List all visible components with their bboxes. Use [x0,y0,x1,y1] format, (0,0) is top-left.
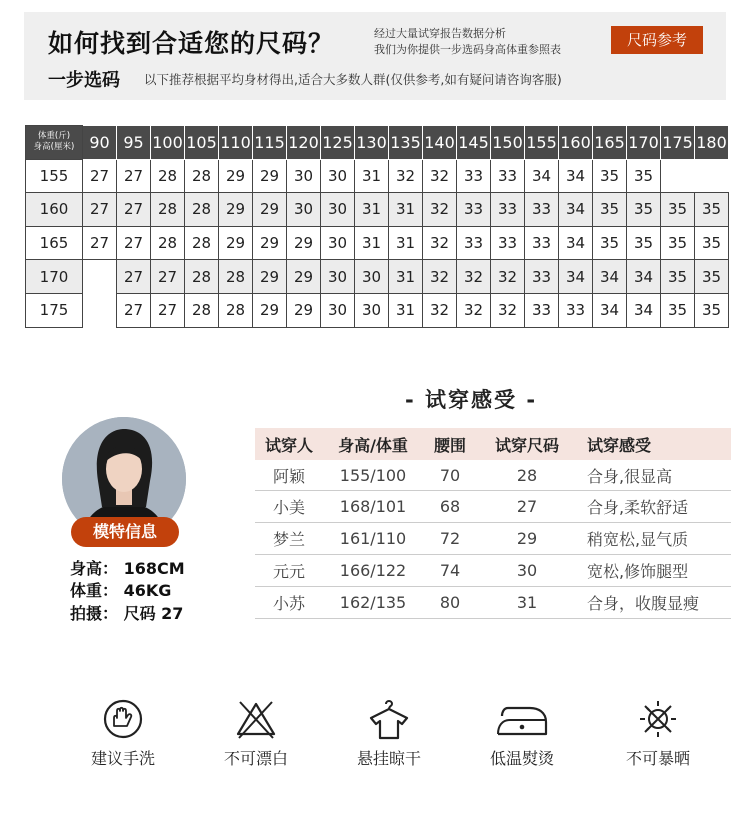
size-chart-corner [26,126,83,160]
column-header: 腰围 [433,435,466,455]
tester-height-weight: 162/135 [339,593,407,612]
size-cell: 35 [695,260,729,294]
size-cell: 31 [389,193,423,227]
height-header-cell: 165 [26,226,83,260]
weight-header-cell: 180 [695,126,729,160]
weight-header-cell: 135 [389,126,423,160]
weight-header-cell: 130 [355,126,389,160]
low-iron-icon [492,696,552,742]
size-cell: 33 [525,193,559,227]
size-cell: 29 [287,293,321,327]
size-cell: 29 [287,226,321,260]
height-header-cell: 155 [26,159,83,193]
size-cell: 29 [253,226,287,260]
size-cell: 28 [185,260,219,294]
size-cell: 31 [355,193,389,227]
size-cell: 33 [559,293,593,327]
size-cell: 30 [321,226,355,260]
size-cell: 31 [389,226,423,260]
size-cell: 29 [253,293,287,327]
care-no-sun [603,696,713,776]
size-cell: 32 [423,293,457,327]
size-cell: 35 [695,293,729,327]
no-sun-icon [635,696,681,742]
size-chart-header-row [26,126,729,160]
size-cell: 35 [627,193,661,227]
tester-waist: 70 [439,465,461,485]
tester-size: 30 [516,561,538,580]
weight-header-cell: 125 [321,126,355,160]
tester-name: 梦兰 [272,530,305,549]
size-cell: 29 [219,193,253,227]
size-cell: 33 [525,293,559,327]
care-label: 悬挂晾干 [356,749,421,768]
tester-feedback: 合身,很显高 [587,466,673,486]
table-row [255,587,731,619]
size-cell: 32 [457,293,491,327]
weight-header-cell: 140 [423,126,457,160]
tester-feedback: 稍宽松,显气质 [587,530,689,549]
size-cell: 32 [423,226,457,260]
tester-height-weight: 168/101 [339,497,407,516]
header-note: 以下推荐根据平均身材得出,适合大多数人群(仅供参考,如有疑问请咨询客服) [144,72,562,87]
size-cell: 27 [151,293,185,327]
size-cell: 34 [525,159,559,193]
size-cell: 32 [491,293,525,327]
size-cell [661,159,695,193]
size-cell: 30 [355,260,389,294]
size-cell: 32 [491,260,525,294]
size-cell: 32 [423,159,457,193]
size-cell: 32 [423,193,457,227]
model-weight: 体重： 46KG [70,581,172,600]
size-cell: 33 [491,193,525,227]
tester-size: 31 [516,593,538,612]
size-cell: 28 [185,193,219,227]
tester-feedback: 合身,柔软舒适 [587,498,689,517]
size-cell: 28 [185,159,219,193]
size-cell: 29 [287,260,321,294]
height-header-cell: 160 [26,193,83,227]
table-row [255,491,731,523]
size-cell: 27 [117,260,151,294]
size-chart-row [26,193,729,227]
weight-header-cell: 115 [253,126,287,160]
care-label: 建议手洗 [90,749,155,768]
tester-waist: 68 [439,497,461,516]
tester-feedback: 合身，收腹显瘦 [587,594,700,613]
tester-waist: 72 [439,529,461,548]
table-row [255,555,731,587]
weight-header-cell: 100 [151,126,185,160]
hang-dry-icon [366,696,412,742]
care-label: 不可漂白 [223,749,288,768]
height-header-cell: 175 [26,293,83,327]
fitting-table [255,428,731,619]
no-bleach-icon [233,696,279,742]
weight-header-cell: 155 [525,126,559,160]
tester-name: 小美 [272,498,305,517]
size-chart-row [26,226,729,260]
fitting-section-title: - 试穿感受 - [405,388,538,412]
weight-header-cell: 90 [83,126,117,160]
size-cell: 28 [151,226,185,260]
size-cell: 33 [457,159,491,193]
size-chart-row [26,159,729,193]
size-chart-table [25,125,729,328]
weight-header-cell: 145 [457,126,491,160]
model-height: 身高： 168CM [70,559,185,578]
size-cell: 30 [321,193,355,227]
weight-header-cell: 165 [593,126,627,160]
size-cell: 28 [219,293,253,327]
size-cell: 27 [117,226,151,260]
size-cell: 27 [83,226,117,260]
size-cell: 30 [321,159,355,193]
size-cell: 33 [457,193,491,227]
size-cell: 35 [593,226,627,260]
column-header: 试穿感受 [587,435,652,455]
weight-header-cell: 150 [491,126,525,160]
size-cell: 34 [559,260,593,294]
size-cell: 34 [593,293,627,327]
size-reference-badge: 尺码参考 [611,26,703,54]
size-cell: 35 [661,293,695,327]
size-cell: 30 [321,293,355,327]
size-cell: 29 [219,226,253,260]
corner-height-label: 身高(厘米) [33,142,75,153]
corner-weight-label: 体重(斤) [37,131,71,142]
size-cell: 33 [525,226,559,260]
size-cell: 34 [559,226,593,260]
care-no-bleach [201,696,311,776]
weight-header-cell: 95 [117,126,151,160]
size-cell: 34 [559,159,593,193]
tester-height-weight: 166/122 [339,561,407,580]
size-cell: 34 [627,293,661,327]
weight-header-cell: 120 [287,126,321,160]
size-cell: 35 [661,226,695,260]
care-hang-dry [334,696,444,776]
size-cell: 31 [389,260,423,294]
model-info-badge: 模特信息 [71,517,179,547]
size-cell: 31 [355,226,389,260]
size-cell: 30 [287,193,321,227]
weight-header-cell: 110 [219,126,253,160]
size-cell: 35 [661,193,695,227]
page-title: 如何找到合适您的尺码？ [48,29,335,58]
height-header-cell: 170 [26,260,83,294]
size-cell: 34 [627,260,661,294]
tester-name: 元元 [272,562,305,581]
size-cell: 27 [117,193,151,227]
size-cell: 27 [117,159,151,193]
weight-header-cell: 175 [661,126,695,160]
tester-height-weight: 155/100 [339,465,407,485]
size-cell: 32 [457,260,491,294]
size-cell: 28 [219,260,253,294]
size-cell: 33 [525,260,559,294]
size-cell: 28 [151,193,185,227]
size-cell: 30 [321,260,355,294]
size-cell: 33 [491,226,525,260]
size-cell: 35 [627,226,661,260]
size-cell: 29 [219,159,253,193]
hand-wash-icon [100,696,146,742]
header-description: 经过大量试穿报告数据分析 我们为你提供一步选码身高体重参照表 [374,27,561,56]
size-cell: 28 [185,293,219,327]
size-cell: 31 [355,159,389,193]
size-cell: 27 [83,159,117,193]
weight-header-cell: 105 [185,126,219,160]
size-cell: 32 [389,159,423,193]
column-header: 试穿尺码 [494,435,559,455]
tester-size: 27 [516,497,538,516]
care-label: 低温熨烫 [489,749,554,768]
size-cell: 35 [695,193,729,227]
size-cell [83,293,117,327]
size-cell: 34 [559,193,593,227]
tester-name: 阿颖 [272,466,305,486]
column-header: 身高/体重 [338,435,408,455]
size-cell [695,159,729,193]
care-hand-wash [68,696,178,776]
size-cell: 34 [593,260,627,294]
size-cell: 28 [185,226,219,260]
size-cell: 35 [627,159,661,193]
care-low-iron [467,696,577,776]
size-cell: 27 [83,193,117,227]
tester-waist: 80 [439,593,461,612]
size-chart-row [26,260,729,294]
size-cell: 29 [253,159,287,193]
fitting-table-header [255,428,731,460]
size-cell: 30 [355,293,389,327]
size-cell: 28 [151,159,185,193]
size-cell: 31 [389,293,423,327]
tester-waist: 74 [439,561,461,580]
tester-height-weight: 161/110 [339,529,407,548]
size-cell: 30 [287,159,321,193]
tester-size: 29 [516,529,538,548]
size-chart-row [26,293,729,327]
size-cell: 29 [253,260,287,294]
table-row [255,523,731,555]
header-panel [24,12,726,100]
size-cell: 35 [695,226,729,260]
model-shot-size: 拍摄： 尺码 27 [70,604,184,623]
table-row [255,460,731,491]
size-cell: 29 [253,193,287,227]
step-heading: 一步选码 [48,70,120,91]
size-cell: 33 [457,226,491,260]
care-label: 不可暴晒 [625,749,690,768]
column-header: 试穿人 [264,435,313,455]
tester-feedback: 宽松,修饰腿型 [587,562,689,581]
size-cell: 32 [423,260,457,294]
size-cell: 35 [661,260,695,294]
size-cell: 27 [151,260,185,294]
size-cell [83,260,117,294]
weight-header-cell: 170 [627,126,661,160]
size-cell: 27 [117,293,151,327]
tester-size: 28 [516,465,538,485]
size-cell: 33 [491,159,525,193]
weight-header-cell: 160 [559,126,593,160]
size-cell: 35 [593,159,627,193]
size-cell: 35 [593,193,627,227]
tester-name: 小苏 [272,594,305,613]
